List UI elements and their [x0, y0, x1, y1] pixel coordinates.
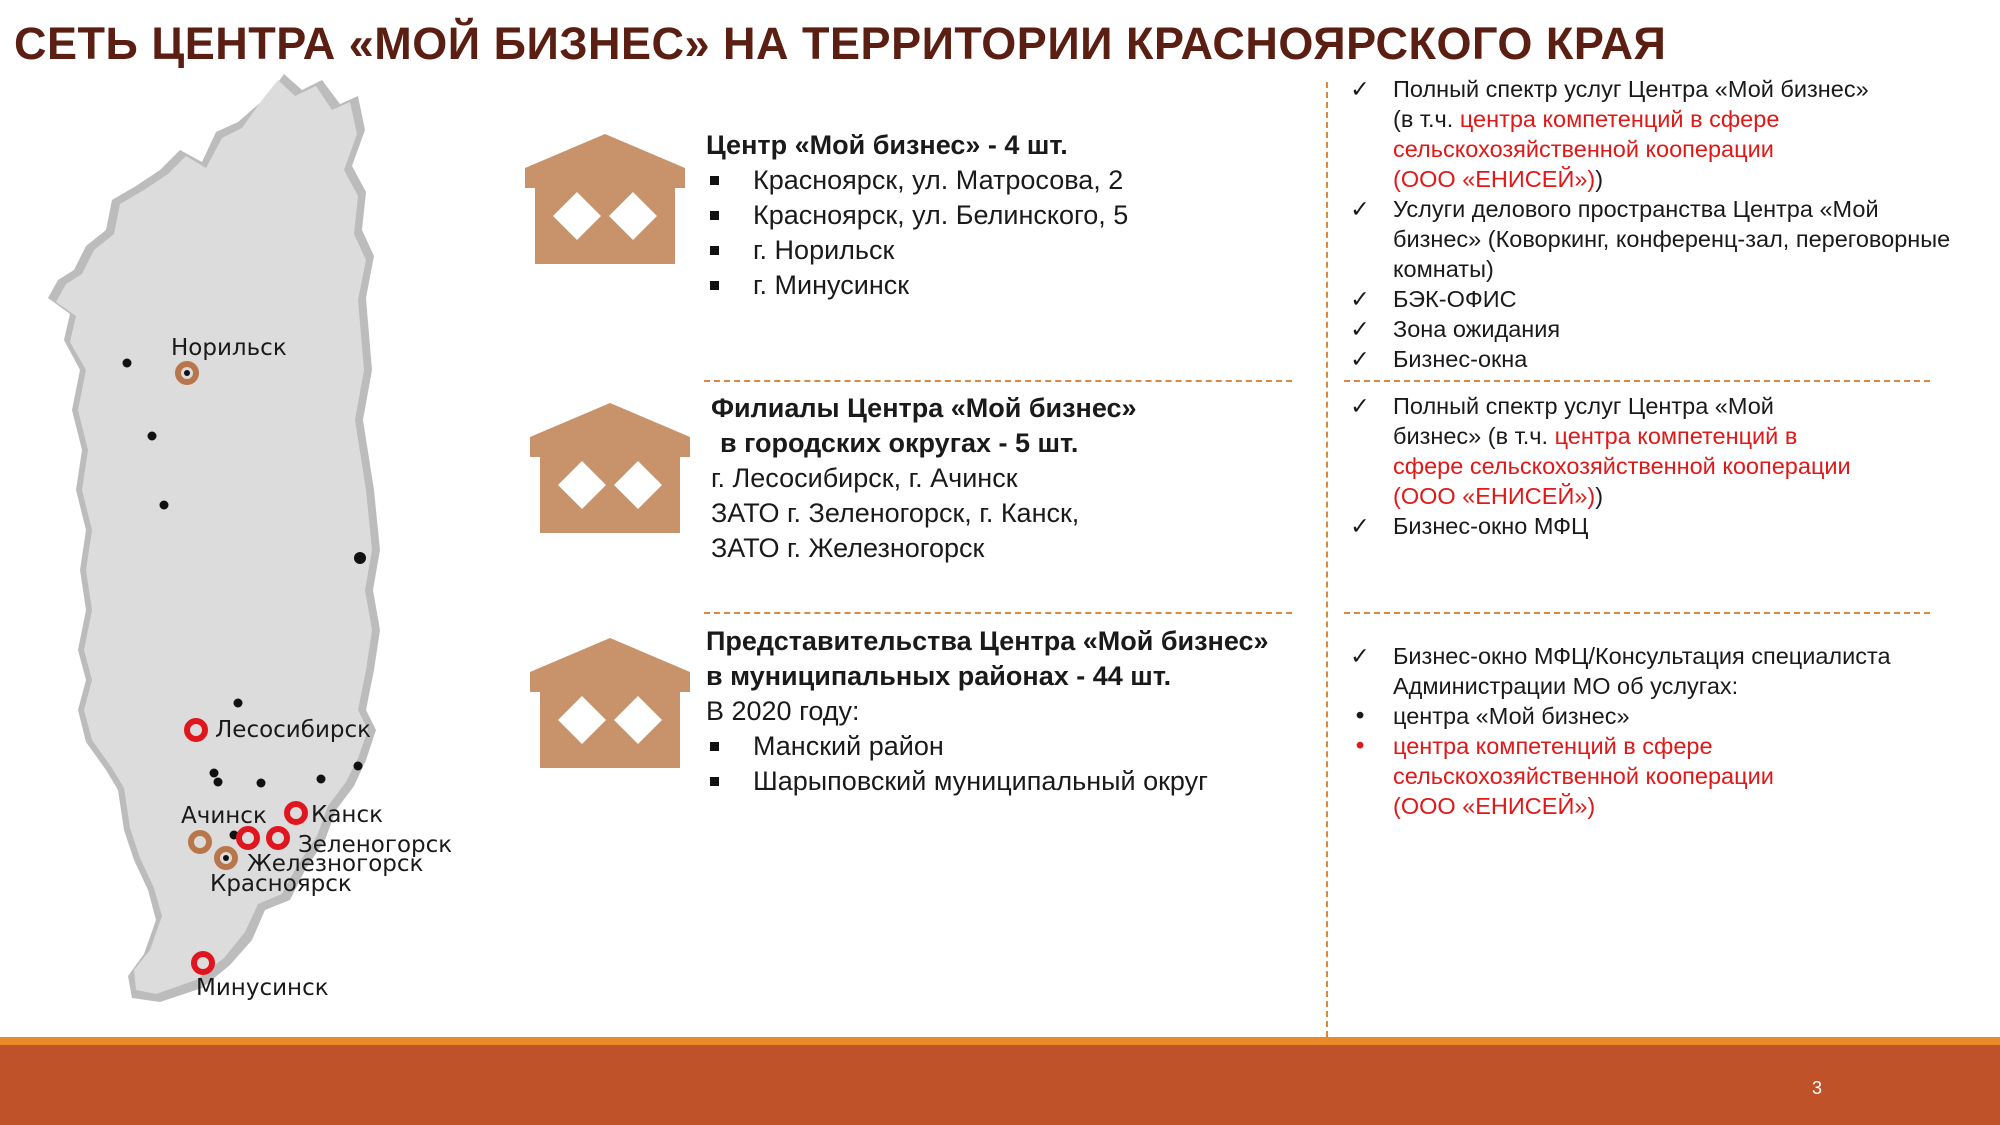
- representations-list: [706, 729, 1336, 799]
- representations-year: В 2020 году:: [706, 696, 860, 726]
- building-icon: [530, 397, 690, 537]
- map-dot: [354, 552, 366, 564]
- service-item: ✓ Бизнес-окно МФЦ: [1345, 511, 1995, 541]
- check-icon: ✓: [1350, 392, 1370, 420]
- footer-band: [0, 1045, 2000, 1125]
- branches-heading-line1: Филиалы Центра «Мой бизнес»: [711, 393, 1137, 423]
- centers-list: [706, 163, 1306, 303]
- branches-line: ЗАТО г. Зеленогорск, г. Канск,: [711, 498, 1080, 528]
- bullet-icon: •: [1353, 732, 1367, 760]
- list-item: г. Минусинск: [706, 268, 1306, 303]
- representations-heading-line1: Представительства Центра «Мой бизнес»: [706, 626, 1269, 656]
- divider: [704, 380, 1292, 382]
- services-section-3: [1345, 641, 1995, 821]
- branches-block: [711, 391, 1311, 566]
- service-item: ✓ Услуги делового пространства Центра «Мой бизнес» (Коворкинг, конференц-зал, переговорные комнаты): [1345, 194, 1995, 284]
- check-icon: ✓: [1350, 195, 1370, 223]
- check-icon: ✓: [1350, 512, 1370, 540]
- building-icon: [525, 128, 685, 268]
- list-item: Красноярск, ул. Белинского, 5: [706, 198, 1306, 233]
- map-dot: [354, 762, 363, 771]
- building-icon: [530, 632, 690, 772]
- service-item: ✓ Полный спектр услуг Центра «Мой бизнес» (в т.ч. центра компетенций в сфере сельскохозяйственной кооперации (ООО «ЕНИСЕЙ»)): [1345, 74, 1995, 194]
- map-dot: [214, 778, 223, 787]
- centers-heading: Центр «Мой бизнес» - 4 шт.: [706, 130, 1068, 160]
- service-item: ✓ Бизнес-окно МФЦ/Консультация специалиста Администрации МО об услугах:: [1345, 641, 1995, 701]
- branches-line: ЗАТО г. Железногорск: [711, 533, 985, 563]
- list-item: Манский район: [706, 729, 1336, 764]
- city-label-norilsk: Норильск: [171, 335, 287, 361]
- divider: [1344, 612, 1930, 614]
- service-subitem: • центра компетенций в сфере сельскохозяйственной кооперации (ООО «ЕНИСЕЙ»): [1345, 731, 1995, 821]
- services-section-1: [1345, 74, 1995, 374]
- check-icon: ✓: [1350, 345, 1370, 373]
- city-label-kansk: Канск: [311, 802, 383, 828]
- map-dot: [148, 432, 157, 441]
- map-dot: [234, 699, 243, 708]
- city-label-krasnoyarsk: Красноярск: [210, 871, 352, 897]
- service-item: ✓ БЭК-ОФИС: [1345, 284, 1995, 314]
- page-title: СЕТЬ ЦЕНТРА «МОЙ БИЗНЕС» НА ТЕРРИТОРИИ КРАСНОЯРСКОГО КРАЯ: [14, 18, 1667, 69]
- map-dot: [160, 501, 169, 510]
- branches-heading-line2: в городских округах - 5 шт.: [720, 428, 1079, 458]
- service-item: ✓ Полный спектр услуг Центра «Мой бизнес» (в т.ч. центра компетенций в сфере сельскохозяйственной кооперации (ООО «ЕНИСЕЙ»)): [1345, 391, 1995, 511]
- service-subitem: • центра «Мой бизнес»: [1345, 701, 1995, 731]
- list-item: Красноярск, ул. Матросова, 2: [706, 163, 1306, 198]
- map-dot: [317, 775, 326, 784]
- list-item: г. Норильск: [706, 233, 1306, 268]
- divider: [1344, 380, 1930, 382]
- centers-block: [706, 128, 1306, 303]
- check-icon: ✓: [1350, 285, 1370, 313]
- city-label-zelenogorsk: Зеленогорск: [298, 832, 453, 858]
- representations-heading-line2: в муниципальных районах - 44 шт.: [706, 661, 1172, 691]
- service-item: ✓ Зона ожидания: [1345, 314, 1995, 344]
- service-item: ✓ Бизнес-окна: [1345, 344, 1995, 374]
- city-label-zheleznogorsk: Железногорск: [247, 851, 424, 877]
- map-dot: [123, 359, 132, 368]
- city-marker-krasnoyarsk-center: [223, 855, 229, 861]
- city-label-minusinsk: Минусинск: [196, 975, 329, 1001]
- page-number: 3: [1812, 1078, 1823, 1098]
- map-dot: [257, 779, 266, 788]
- check-icon: ✓: [1350, 75, 1370, 103]
- vertical-divider: [1326, 82, 1328, 1037]
- divider: [704, 612, 1292, 614]
- city-label-lesosibirsk: Лесосибирск: [215, 717, 372, 743]
- map-dot: [210, 769, 219, 778]
- city-label-achinsk: Ачинск: [181, 803, 267, 829]
- branches-line: г. Лесосибирск, г. Ачинск: [711, 463, 1018, 493]
- list-item: Шарыповский муниципальный округ: [706, 764, 1336, 799]
- city-marker-norilsk-center: [184, 370, 190, 376]
- bullet-icon: •: [1353, 702, 1367, 730]
- region-map: [40, 70, 480, 1030]
- footer-stripe: [0, 1037, 2000, 1045]
- representations-block: [706, 624, 1336, 799]
- check-icon: ✓: [1350, 315, 1370, 343]
- check-icon: ✓: [1350, 642, 1370, 670]
- services-section-2: [1345, 391, 1995, 541]
